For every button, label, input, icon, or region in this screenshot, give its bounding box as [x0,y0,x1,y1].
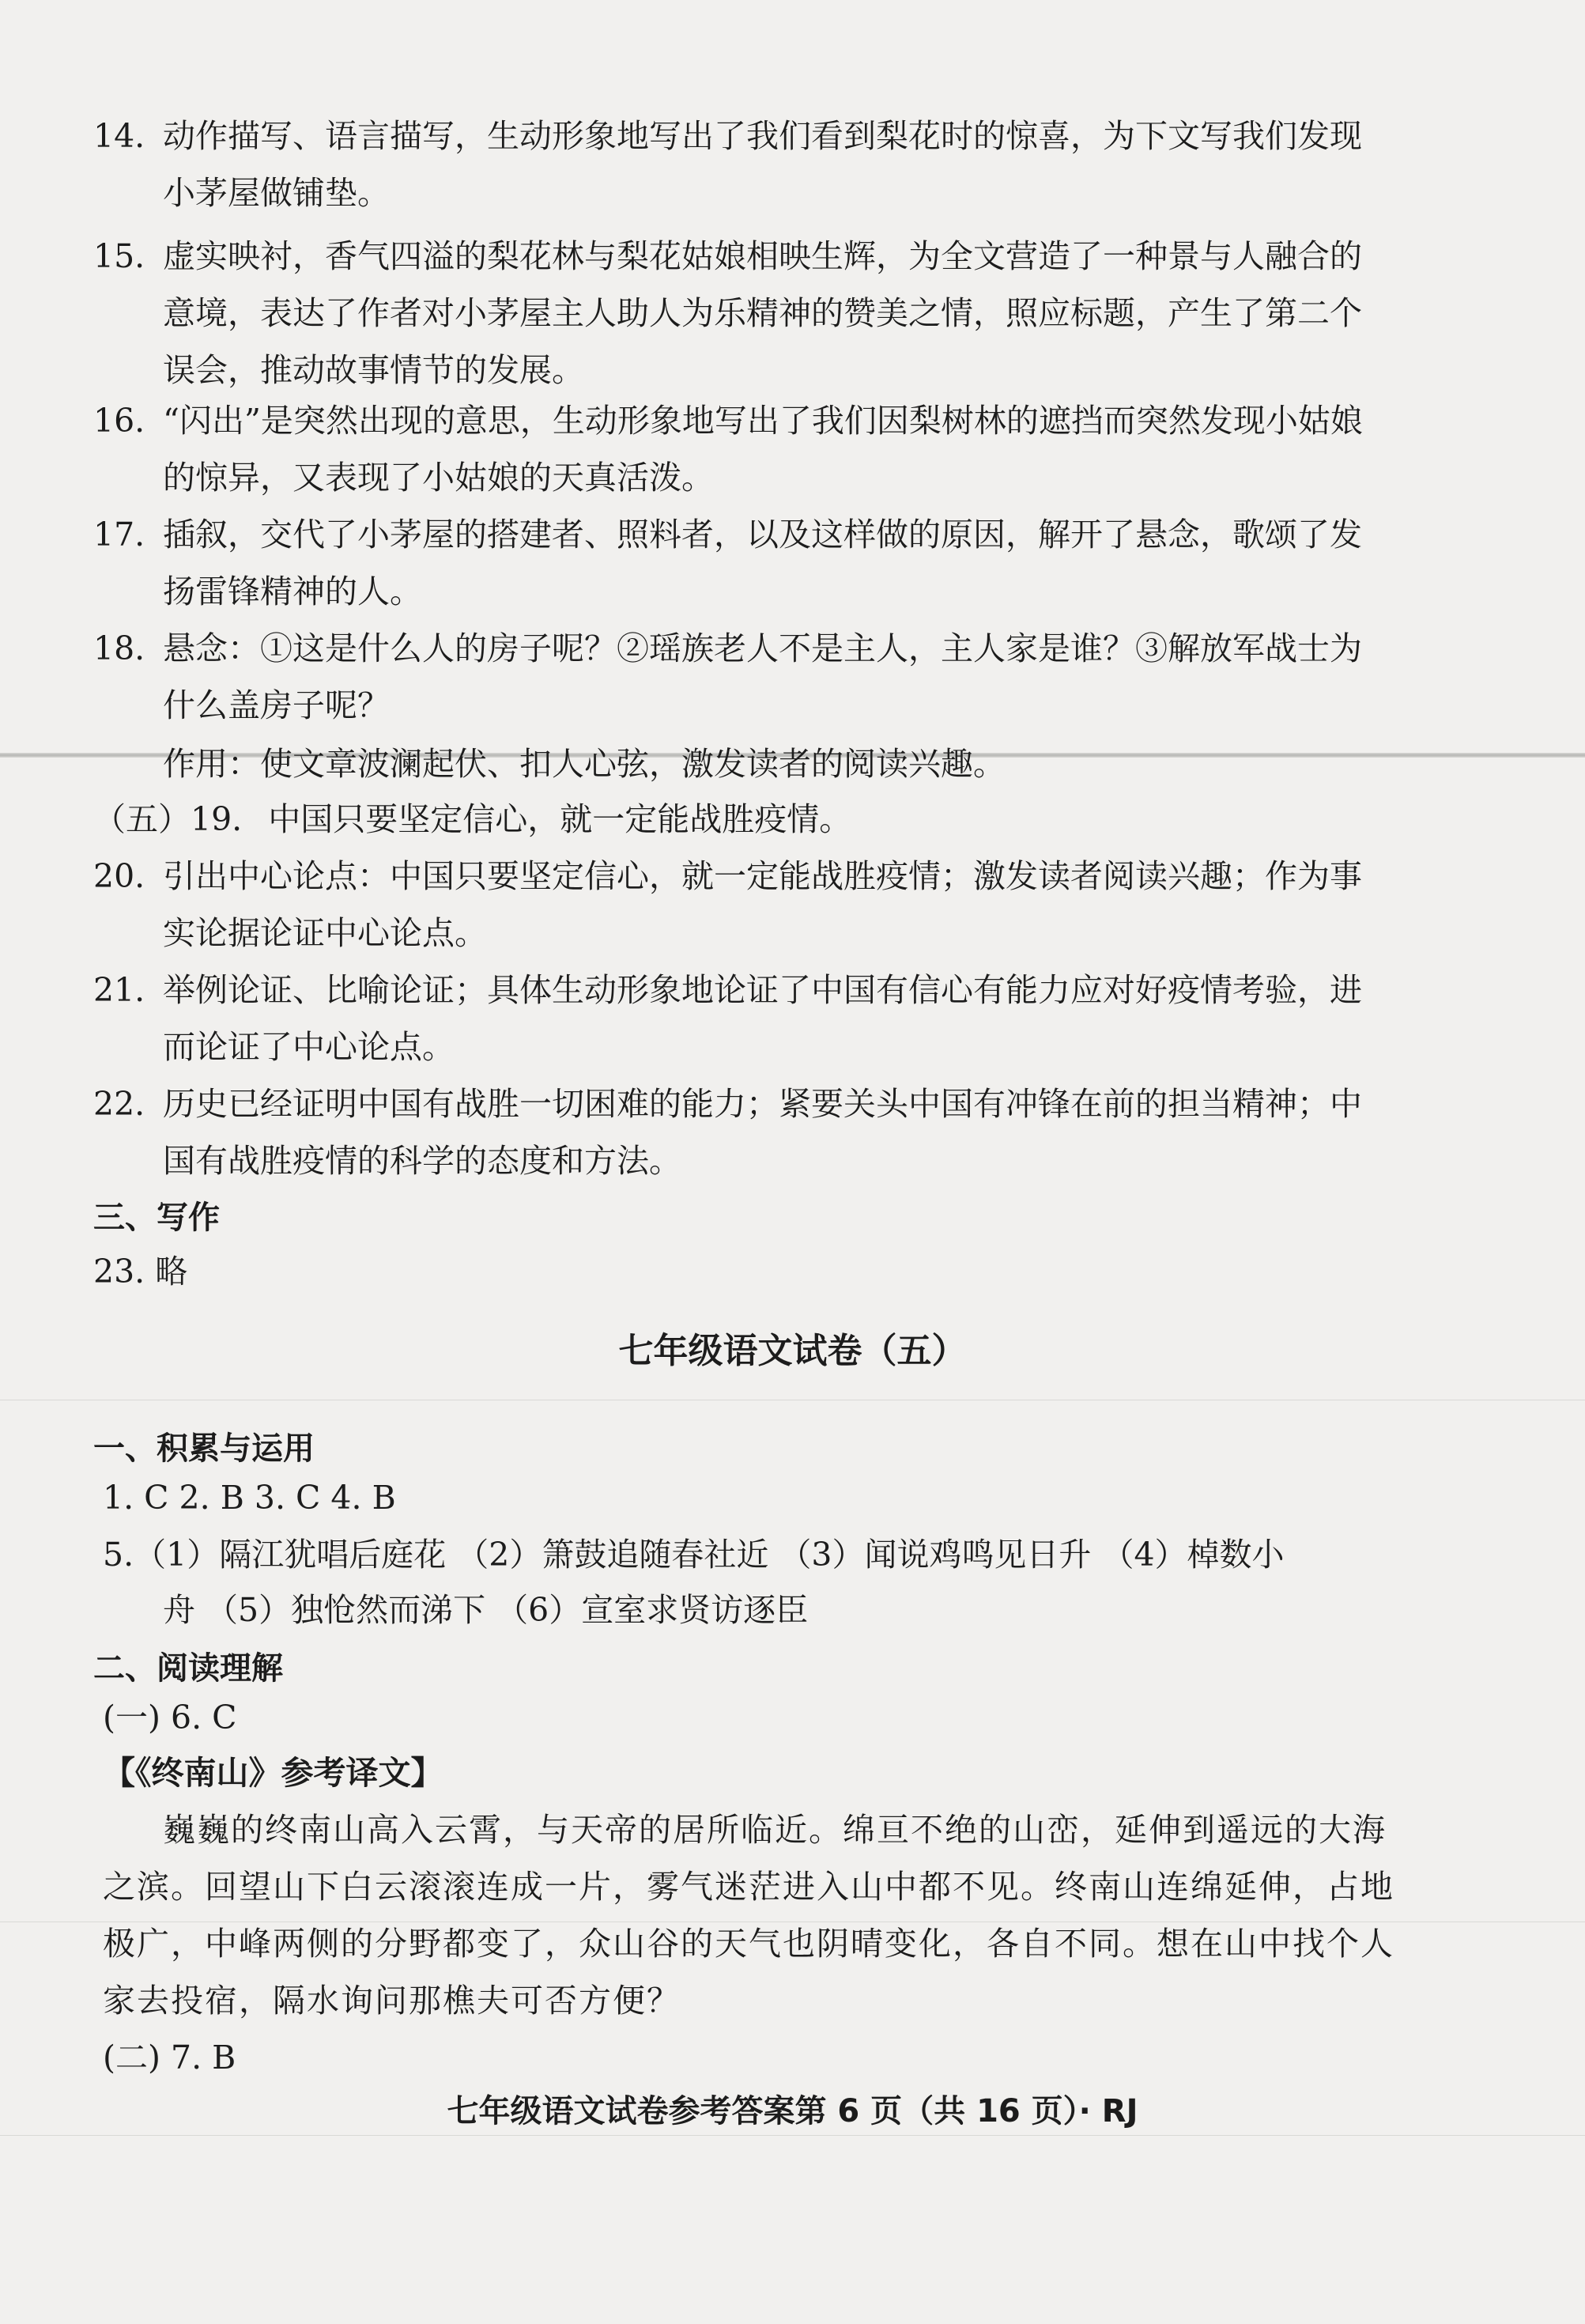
exam-title: 七年级语文试卷（五） [618,1331,967,1371]
item-number: 14. [93,117,145,155]
answer-item-18 [93,620,1390,734]
item-text: 历史已经证明中国有战胜一切困难的能力；紧要关头中国有冲锋在前的担当精神；中国有战胜疫情的科学的态度和方法。 [163,1085,1362,1180]
answer-item-20 [93,848,1390,962]
mc-answers: 1. C 2. B 3. C 4. B [103,1479,396,1517]
item-number: 20. [93,857,145,895]
item-23: 23. 略 [93,1253,188,1290]
item-text: 动作描写、语言描写，生动形象地写出了我们看到梨花时的惊喜，为下文写我们发现小茅屋做铺垫。 [163,117,1362,212]
page-footer: 七年级语文试卷参考答案第 6 页（共 16 页）· RJ [447,2093,1138,2129]
item-text: “闪出”是突然出现的意思，生动形象地写出了我们因梨树林的遮挡而突然发现小姑娘的惊异，又表现了小姑娘的天真活泼。 [163,402,1363,497]
answer-item-14 [93,108,1390,221]
item-text: 插叙，交代了小茅屋的搭建者、照料者，以及这样做的原因，解开了悬念，歌颂了发扬雷锋精神的人。 [163,516,1362,610]
item-text: 举例论证、比喻论证；具体生动形象地论证了中国有信心有能力应对好疫情考验，进而论证了中心论点。 [163,971,1362,1066]
item-number: 15. [93,237,145,275]
section-accumulation: 一、积累与运用 [93,1430,315,1467]
part-five-label [93,791,851,848]
item-number: 16. [93,402,145,440]
item-number: 21. [93,971,145,1009]
item-text: 虚实映衬，香气四溢的梨花林与梨花姑娘相映生辉，为全文营造了一种景与人融合的意境，表达了作者对小茅屋主人助人为乐精神的赞美之情，照应标题，产生了第二个误会，推动故事情节的发展。 [163,237,1362,389]
translation-line: 极广，中峰两侧的分野都变了，众山谷的天气也阴晴变化，各自不同。想在山中找个人 [103,1925,1394,1963]
translation-line: 家去投宿，隔水询问那樵夫可否方便？ [103,1982,681,2020]
translation-line: 巍巍的终南山高入云霄，与天帝的居所临近。绵亘不绝的山峦，延伸到遥远的大海 [163,1811,1387,1849]
answer-item-22 [93,1075,1390,1189]
q7-answer: (二) 7. B [103,2039,236,2076]
answer-item-15 [93,228,1390,399]
answer-item-16 [93,392,1390,506]
item-19-text: 中国只要坚定信心，就一定能战胜疫情。 [268,800,852,838]
answer-item-21 [93,962,1390,1075]
section-writing: 三、写作 [93,1200,220,1236]
scan-line [0,2135,1585,2136]
item-number: 17. [93,516,145,554]
translation-line: 之滨。回望山下白云滚滚连成一片，雾气迷茫进入山中都不见。终南山连绵延伸，占地 [103,1868,1394,1906]
item-text: 引出中心论点：中国只要坚定信心，就一定能战胜疫情；激发读者阅读兴趣；作为事实论据论证中心论点。 [163,857,1362,952]
item-text: 悬念：①这是什么人的房子呢？②瑶族老人不是主人，主人家是谁？③解放军战士为什么盖房子呢？ [163,629,1362,724]
item-18-effect: 作用：使文章波澜起伏、扣人心弦，激发读者的阅读兴趣。 [163,745,1006,783]
answer-item-17 [93,506,1390,620]
q5-line-2: 舟 （5）独怆然而涕下 （6）宣室求贤访逐臣 [163,1591,809,1629]
item-number: 18. [93,629,145,667]
item-number: 22. [93,1085,145,1123]
q5-line-1: 5.（1）隔江犹唱后庭花 （2）箫鼓追随春社近 （3）闻说鸡鸣见日升 （4）棹数小 [103,1536,1285,1574]
part-label: （五）19. [93,800,243,838]
translation-heading: 【《终南山》参考译文】 [103,1754,443,1792]
section-reading: 二、阅读理解 [93,1650,283,1687]
q6-answer: (一) 6. C [103,1699,237,1736]
